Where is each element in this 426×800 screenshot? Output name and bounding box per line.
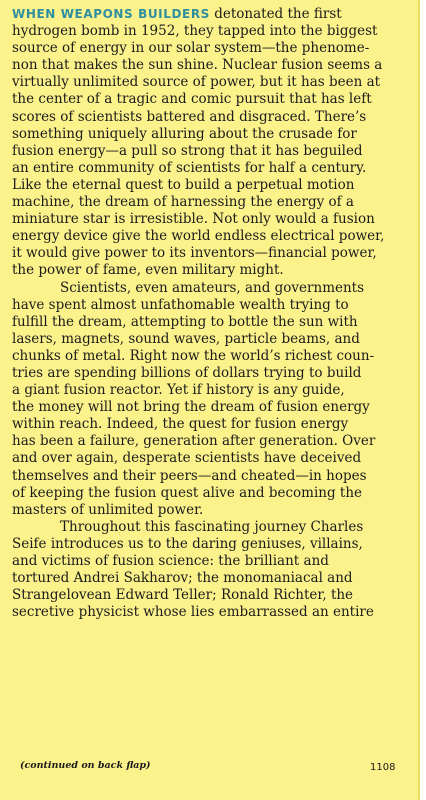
text-line: the center of a tragic and comic pursuit that has left — [12, 91, 372, 108]
text-line: something uniquely alluring about the crusade for — [12, 125, 357, 142]
lead-in: WHEN WEAPONS BUILDERS — [12, 7, 210, 21]
text-line: fulfill the dream, attempting to bottle the sun with — [12, 313, 358, 330]
text-line: themselves and their peers—and cheated—in hopes — [12, 467, 367, 484]
text-line: has been a failure, generation after generation. Over — [12, 433, 376, 450]
text-line: miniature star is irresistible. Not only would a fusion — [12, 211, 375, 228]
text-line: virtually unlimited source of power, but it has been at — [12, 74, 381, 91]
text-line: non that makes the sun shine. Nuclear fusion seems a — [12, 57, 383, 74]
text-line-1-rest: detonated the first — [214, 6, 342, 22]
text-line: the money will not bring the dream of fusion energy — [12, 399, 370, 416]
text-line: fusion energy—a pull so strong that it has beguiled — [12, 142, 363, 159]
text-line: it would give power to its inventors—financial power, — [12, 245, 377, 262]
text-line: an entire community of scientists for half a century. — [12, 159, 367, 176]
text-line: secretive physicist whose lies embarrassed an entire — [12, 604, 374, 621]
paragraph-3-line-1: Throughout this fascinating journey Charles — [60, 518, 364, 535]
paragraph-2-line-1: Scientists, even amateurs, and governments — [60, 279, 365, 296]
text-line: lasers, magnets, sound waves, particle beams, and — [12, 330, 360, 347]
text-line: energy device give the world endless electrical power, — [12, 228, 385, 245]
text-line: and over again, desperate scientists have deceived — [12, 450, 362, 467]
text-line: hydrogen bomb in 1952, they tapped into the biggest — [12, 23, 378, 40]
flap-copy — [12, 6, 414, 621]
text-line: Seife introduces us to the daring geniuses, villains, — [12, 535, 363, 552]
text-line: a giant fusion reactor. Yet if history is any guide, — [12, 382, 345, 399]
text-line: Like the eternal quest to build a perpetual motion — [12, 176, 355, 193]
text-line: Strangelovean Edward Teller; Ronald Richter, the — [12, 587, 354, 604]
text-line: and victims of fusion science: the brilliant and — [12, 553, 329, 569]
text-line: source of energy in our solar system—the phenome- — [12, 40, 370, 57]
text-line: within reach. Indeed, the quest for fusion energy — [12, 416, 349, 433]
text-line: scores of scientists battered and disgraced. There’s — [12, 108, 367, 125]
text-line: the power of fame, even military might. — [12, 262, 284, 279]
page-edge — [420, 0, 426, 800]
text-line: chunks of metal. Right now the world’s richest coun- — [12, 347, 375, 364]
text-line: masters of unlimited power. — [12, 501, 204, 518]
text-line: have spent almost unfathomable wealth trying to — [12, 296, 349, 313]
text-line: of keeping the fusion quest alive and becoming the — [12, 484, 363, 501]
text-line: tortured Andrei Sakharov; the monomaniacal and — [12, 570, 353, 587]
continued-note: (continued on back flap) — [20, 760, 151, 771]
text-line: tries are spending billions of dollars trying to build — [12, 364, 362, 381]
page-code: 1108 — [370, 762, 396, 773]
text-line-1 — [12, 6, 414, 23]
text-line: machine, the dream of harnessing the energy of a — [12, 194, 354, 211]
